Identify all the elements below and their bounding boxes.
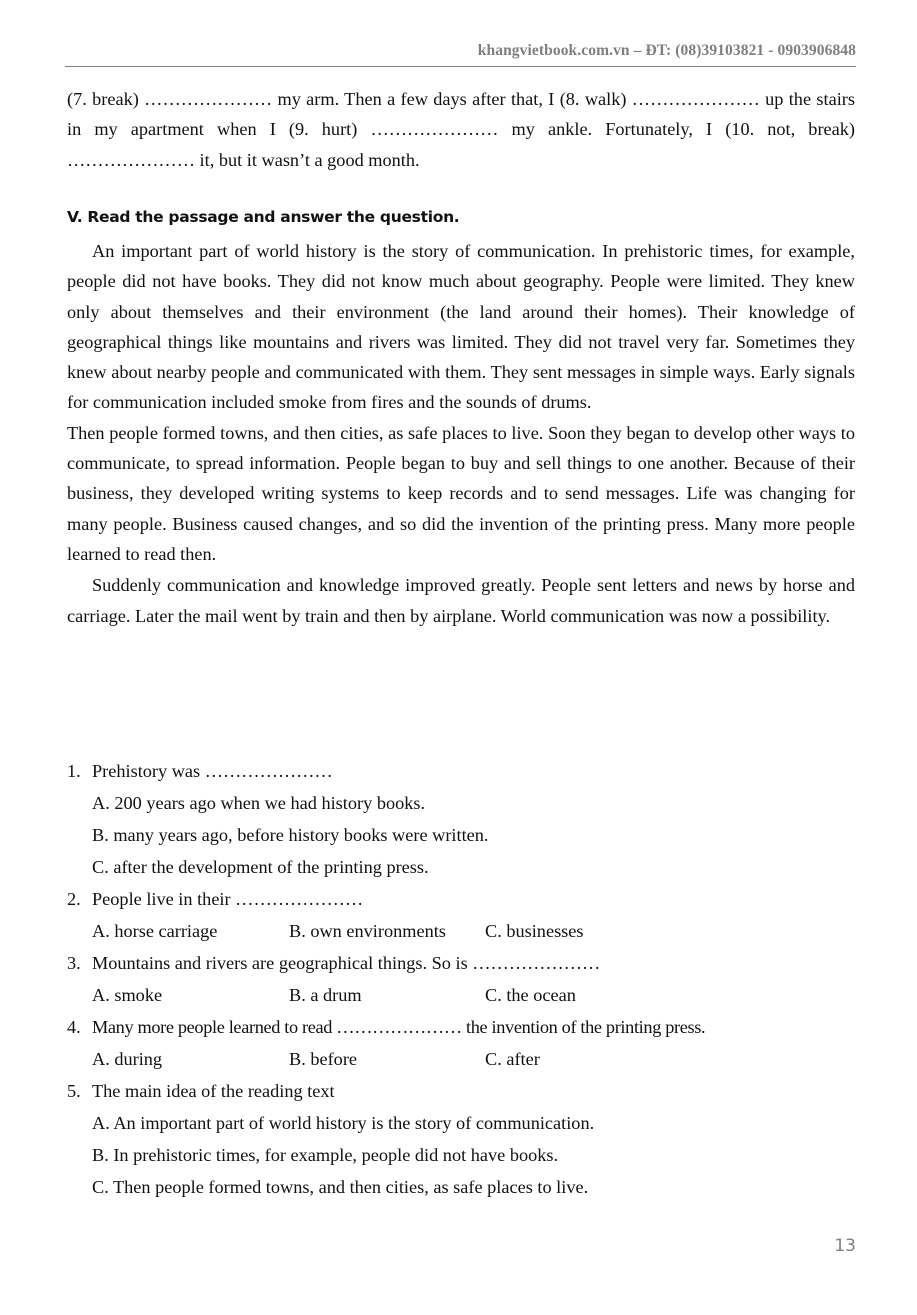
page-number: 13 <box>834 1236 856 1256</box>
question-number: 5. <box>67 1081 81 1101</box>
question-2-options <box>67 915 867 947</box>
question-4 <box>67 1011 867 1043</box>
question-2-option-a: A. horse carriage <box>92 921 218 941</box>
question-stem: The main idea of the reading text <box>92 1081 335 1101</box>
question-4-option-a: A. during <box>92 1049 163 1069</box>
question-1-option-c: C. after the development of the printing press. <box>92 857 429 877</box>
section-title: V. Read the passage and answer the question. <box>67 208 460 226</box>
question-number: 1. <box>67 761 81 781</box>
question-4-option-b: B. before <box>289 1049 358 1069</box>
question-5-option-b: B. In prehistoric times, for example, people did not have books. <box>92 1145 559 1165</box>
question-5 <box>67 1075 867 1107</box>
passage-paragraph-2: Then people formed towns, and then cities, as safe places to live. Soon they began to develop other ways to communicate, to spread information. People began to buy and sell things to one another. Because of their business, they developed writing systems to keep records and to send messages. Life was changing for many people. Business caused changes, and so did the invention of the printing press. Many more people learned to read then. <box>67 422 855 564</box>
page-header: khangvietbook.com.vn – ĐT: (08)39103821 - 0903906848 <box>477 42 856 59</box>
question-3-option-a: A. smoke <box>92 985 163 1005</box>
question-3-option-b: B. a drum <box>289 985 362 1005</box>
question-4-option-c: C. after <box>485 1049 540 1069</box>
reading-passage <box>67 236 855 631</box>
passage-paragraph-3: Suddenly communication and knowledge improved greatly. People sent letters and news by horse and carriage. Later the mail went by train and then by airplane. World communication was now a possibility. <box>67 575 855 626</box>
question-2 <box>67 883 867 915</box>
question-number: 3. <box>67 953 81 973</box>
question-5-option-a: A. An important part of world history is the story of communication. <box>92 1113 595 1133</box>
passage-paragraph-1: An important part of world history is the story of communication. In prehistoric times, for example, people did not have books. They did not know much about geography. People were limited. They knew only about themselves and their environment (the land around their homes). Their knowledge of geographical things like mountains and rivers was limited. They did not travel very far. Sometimes they knew about nearby people and communicated with them. They sent messages in simple ways. Early signals for communication included smoke from fires and the sounds of drums. <box>67 241 855 413</box>
question-4-options <box>67 1043 867 1075</box>
question-3-option-c: C. the ocean <box>485 985 576 1005</box>
question-2-option-c: C. businesses <box>485 921 584 941</box>
question-stem: People live in their ………………… <box>92 889 364 909</box>
question-3-options <box>67 979 867 1011</box>
intro-exercise-text: (7. break) ………………… my arm. Then a few days after that, I (8. walk) ………………… up the stairs in my apartment when I (9. hurt) ………………… my ankle. Fortunately, I (10. not, break) ………………… it, but it wasn’t a good month. <box>67 89 855 170</box>
question-1-option-b: B. many years ago, before history books were written. <box>92 825 489 845</box>
question-stem: Mountains and rivers are geographical things. So is ………………… <box>92 953 601 973</box>
question-3 <box>67 947 867 979</box>
header-divider <box>65 66 856 67</box>
question-stem: Many more people learned to read ………………… the invention of the printing press. <box>92 1017 706 1037</box>
question-2-option-b: B. own environments <box>289 921 446 941</box>
question-list <box>67 755 867 1203</box>
question-stem: Prehistory was ………………… <box>92 761 333 781</box>
question-number: 2. <box>67 889 81 909</box>
question-1 <box>67 755 867 787</box>
intro-exercise <box>67 84 855 175</box>
question-5-option-c: C. Then people formed towns, and then cities, as safe places to live. <box>92 1177 589 1197</box>
question-1-option-a: A. 200 years ago when we had history books. <box>92 793 426 813</box>
question-number: 4. <box>67 1017 81 1037</box>
